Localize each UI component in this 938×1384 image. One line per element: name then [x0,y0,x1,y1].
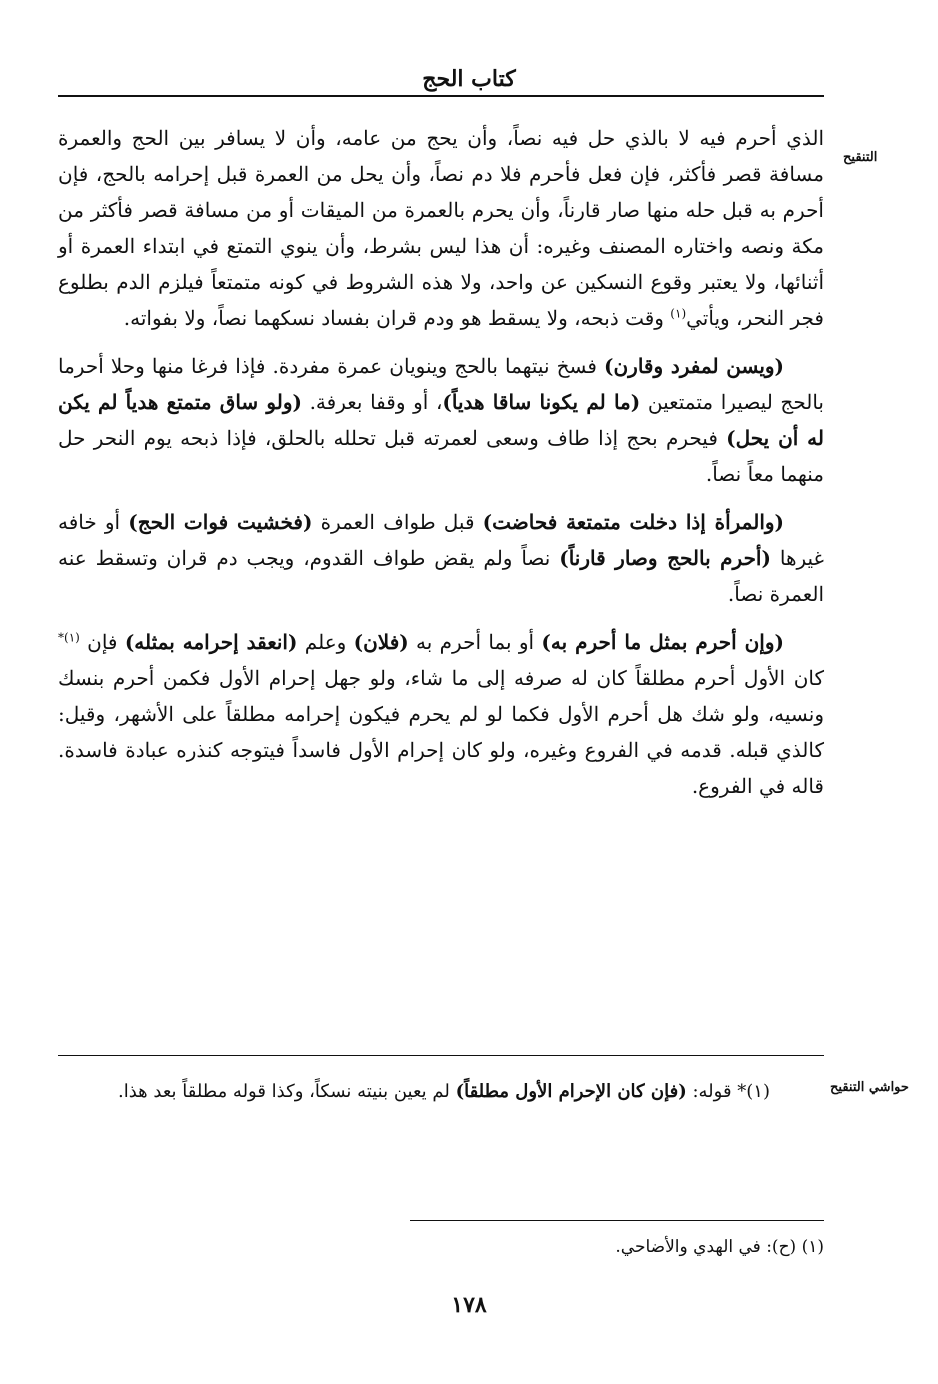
paragraph-4 [58,624,824,804]
sharh-text: وعلم [297,630,354,654]
editor-footnote-divider [410,1220,824,1221]
sharh-text: فإن [79,630,125,654]
paragraph-2 [58,348,824,492]
matn-phrase: (ولو ساق متمتع هدياً لم يكن له أن يحل) [58,390,824,450]
page-header-title: كتاب الحج [422,66,516,92]
footnote-lead: قوله: [686,1081,738,1102]
sharh-text: فسخ نيتهما بالحج وينويان عمرة مفردة. فإذا فرغا منها وحلا أحرما بالحج ليصيرا متمتعين [58,354,825,414]
footnote-text: لم يعين بنيته نسكاً، وكذا قوله مطلقاً بعد هذا. [118,1081,456,1102]
matn-phrase: (انعقد إحرامه بمثله) [124,630,298,654]
footnote-tanqih [58,1074,770,1110]
sharh-text: أو بما أحرم به [408,630,542,654]
matn-phrase: (فخشيت فوات الحج) [128,510,313,534]
footnote-quote: (فإن كان الإحرام الأول مطلقاً) [455,1081,687,1102]
page-number: ١٧٨ [451,1292,487,1318]
footnotes-divider [58,1055,824,1056]
main-text-body [58,120,824,816]
paragraph-1 [58,120,824,336]
matn-phrase: (والمرأة إذا دخلت متمتعة فحاضت) [482,510,784,534]
editor-footnote: (١) (ح): في الهدي والأضاحي. [615,1237,824,1257]
side-label-hawashi: حواشي التنقيح [830,1080,909,1095]
matn-phrase: (ما لم يكونا ساقا هدياً) [442,390,641,414]
matn-phrase: (وإن أحرم بمثل ما أحرم به) [541,630,784,654]
footnote-marker: (١)* [737,1081,770,1102]
sharh-text: فيحرم بحج إذا طاف وسعى لعمرته قبل تحلله بالحلق، فإذا ذبحه يوم النحر حل منهما معاً نصاً. [58,426,824,486]
paragraph-1-text: الذي أحرم فيه لا بالذي حل فيه نصاً، وأن يحج من عامه، وأن لا يسافر بين الحج والعمرة مسافة قصر فأكثر، فإن فعل فأحرم فلا دم نصاً، وأن يحل من العمرة قبل إحرامه بالحج، فإن أحرم به قبل حله منها صار قارناً، وأن يحرم بالعمرة من الميقات أو من مسافة قصر فأكثر من مكة ونصه واختاره المصنف وغيره: أن هذا ليس بشرط، وأن ينوي التمتع في ابتداء العمرة أو أثنائها، ولا يعتبر وقوع النسكين عن واحد، ولا هذه الشروط في كونه متمتعاً فيلزم الدم بطلوع فجر النحر، ويأتي [58,126,825,330]
header-divider [58,95,824,97]
sharh-text: نصاً ولم يقض طواف القدوم، ويجب دم قران وتسقط عنه العمرة نصاً. [58,546,824,606]
sharh-text: ، أو وقفا بعرفة. [301,390,443,414]
sharh-text: أو خافه غيرها [58,510,825,570]
matn-phrase: (ويسن لمفرد وقارن) [604,354,784,378]
sharh-text: قبل طواف العمرة [312,510,483,534]
sharh-text: كان الأول أحرم مطلقاً كان له صرفه إلى ما شاء، ولو جهل إحرام الأول فكمن أحرم بنسك ونسيه، ولو شك هل أحرم الأول فكما لو لم يحرم فيكون إحرامه مطلقاً على الأشهر، وقيل: كالذي قبله. قدمه في الفروع وغيره، ولو كان إحرام الأول فاسداً فيتوجه كنذره عبادة فاسدة. قاله في الفروع. [58,666,825,798]
paragraph-3 [58,504,824,612]
footnote-ref-2: (١)* [58,630,80,645]
side-label-tanqih: التنقيح [843,150,878,165]
matn-phrase: (فلان) [353,630,409,654]
matn-phrase: (أحرم بالحج وصار قارناً) [559,546,771,570]
footnote-ref-1: (١) [670,306,687,321]
paragraph-1-end: وقت ذبحه، ولا يسقط هو ودم قران بفساد نسكهما نصاً، ولا بفواته. [123,306,671,330]
